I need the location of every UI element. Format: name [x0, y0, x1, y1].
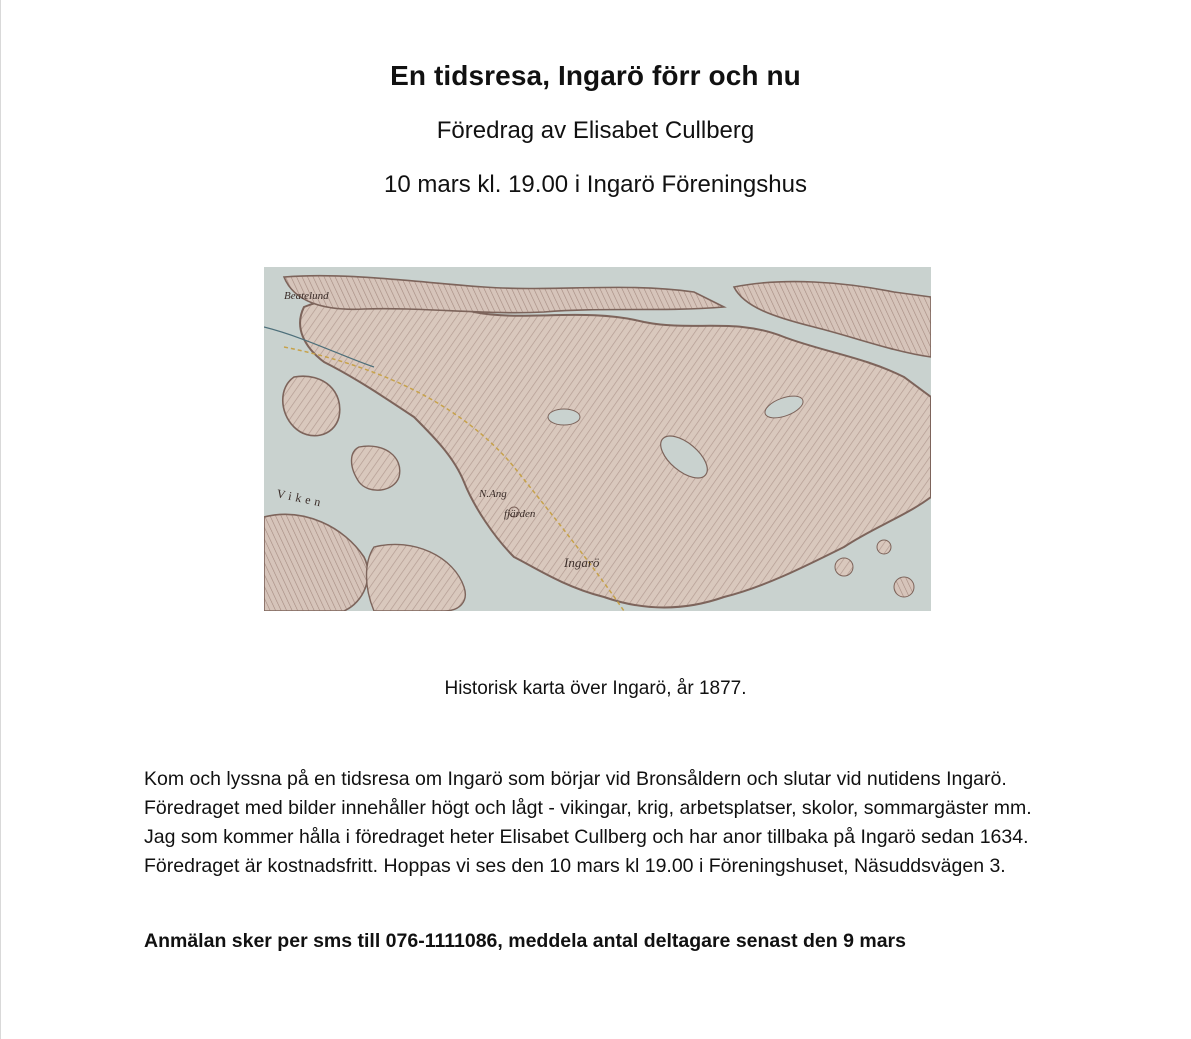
page-left-edge: [0, 0, 1, 1039]
map-caption: Historisk karta över Ingarö, år 1877.: [444, 678, 747, 699]
signup-instructions: Anmälan sker per sms till 076-1111086, meddela antal deltagare senast den 9 mars: [144, 930, 906, 952]
event-dateline: 10 mars kl. 19.00 i Ingarö Föreningshus: [384, 171, 807, 198]
map-label-fjarden: fjärden: [504, 508, 536, 520]
document-subtitle: Föredrag av Elisabet Cullberg: [436, 117, 755, 144]
map-label-n-ang: N.Ang: [479, 488, 507, 500]
map-label-viken: Viken: [275, 486, 326, 511]
map-label-beatelund: Beatelund: [284, 290, 329, 302]
map-label-ingaro: Ingarö: [564, 555, 600, 570]
document-title: En tidsresa, Ingarö förr och nu: [390, 60, 801, 91]
body-paragraph: Kom och lyssna på en tidsresa om Ingarö som börjar vid Bronsåldern och slutar vid nutidens Ingarö. Föredraget med bilder innehåller högt och lågt - vikingar, krig, arbetsplatser, skolor, sommargäster mm. Jag som kommer hålla i föredraget heter Elisabet Cullberg och har anor tillbaka på Ingarö sedan 1634. Föredraget är kostnadsfritt. Hoppas vi ses den 10 mars kl 19.00 i Föreningshuset, Näsuddsvägen 3.: [144, 768, 1032, 877]
historical-map-image: [264, 267, 931, 611]
